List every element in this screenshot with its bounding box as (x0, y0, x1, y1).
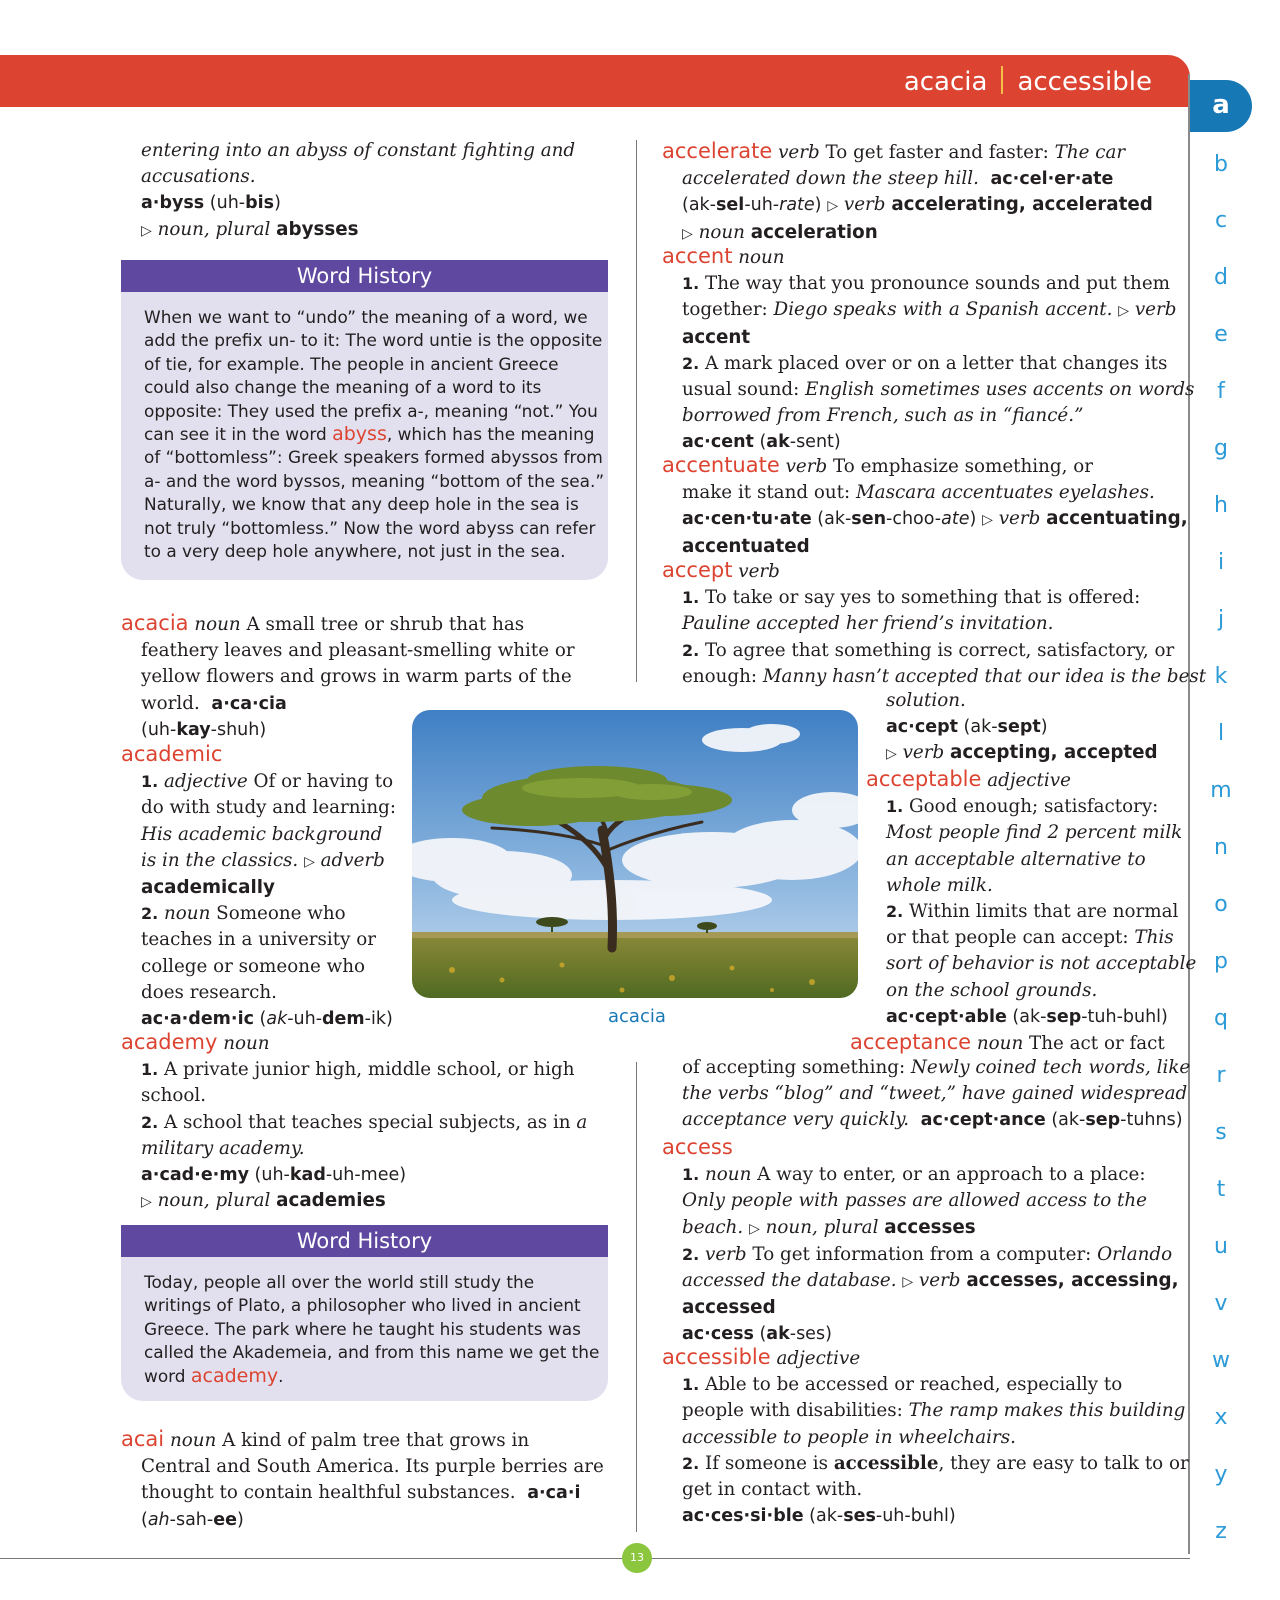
entry-accessible: accessible adjective 1. Able to be accessed or reached, especially to people with disabilities: The ramp makes this building accessible to people in wheelchairs. 2. If someone is accessible, they are easy to talk to or get in contact with. ac·ces·si·ble (ak-ses-uh-buhl) (662, 1345, 1189, 1527)
thumb-index-letter[interactable]: g (1214, 436, 1228, 461)
guide-words (904, 62, 1152, 102)
word-history-title: Word History (121, 1225, 608, 1257)
word-history-line: could also change the meaning of a word to its (144, 377, 542, 398)
guide-word-last: accessible (1017, 67, 1152, 97)
word-history-box-academy (121, 1225, 608, 1401)
headword: acai (121, 1427, 165, 1451)
headword: acacia (121, 611, 189, 635)
thumb-index-letter[interactable]: b (1214, 152, 1228, 177)
thumb-index-letter[interactable]: n (1214, 835, 1228, 860)
headword: accept (662, 558, 733, 582)
thumb-index-letter[interactable]: l (1217, 721, 1225, 746)
word-history-text (121, 1257, 608, 1388)
word-history-line: opposite: They used the prefix a-, meaning “not.” You (144, 400, 598, 421)
thumb-index-letter[interactable]: m (1210, 778, 1232, 803)
acacia-tree-icon (412, 710, 858, 998)
thumb-index-letter[interactable]: s (1215, 1120, 1227, 1145)
entry-acceptance: of accepting something: Newly coined tech words, like the verbs “blog” and “tweet,” have gained widespread acceptance very quickly. ac·cept·ance (ak-sep-tuhns) (682, 1057, 1191, 1131)
word-history-headword: abyss (332, 423, 387, 446)
bottom-rule (0, 1558, 1190, 1559)
thumb-index-letter[interactable]: q (1214, 1006, 1228, 1031)
entry-acceptance-head: acceptance noun The act or fact (850, 1030, 1165, 1054)
word-history-line: of “bottomless”: Greek speakers formed abyssos from (144, 447, 603, 468)
word-history-line: called the Akademeia, and from this name we get the (144, 1342, 600, 1363)
thumb-index-letter[interactable]: o (1214, 892, 1228, 917)
entry-acceptable: acceptable adjective 1. Good enough; satisfactory: Most people find 2 percent milk an acceptable alternative to whole milk. 2. Within limits that are normal or that people can accept: This sort of behavior is not acceptable on the school grounds. ac·cept·able (ak-sep-tuh-buhl) (866, 767, 1197, 1027)
word-history-line: When we want to “undo” the meaning of a word, we (144, 307, 588, 327)
thumb-index-letter[interactable]: d (1214, 265, 1228, 290)
word-history-line: Greece. The park where he taught his students was (144, 1318, 581, 1339)
word-history-line: add the prefix un- to it: The word untie is the opposite (144, 330, 603, 351)
thumb-index-letter[interactable]: h (1214, 493, 1228, 518)
entry-accelerate: accelerate verb To get faster and faster: The car accelerated down the steep hill. ac·cel·er·ate (ak-sel-uh-rate) ▷ verb accelerating, accelerated ▷ noun acceleration (662, 139, 1153, 243)
thumb-index-letter[interactable]: x (1214, 1405, 1228, 1430)
word-history-headword: academy (190, 1364, 279, 1387)
headword: access (662, 1135, 733, 1159)
word-history-line: to a very deep hole anywhere, not just in the sea. (144, 541, 566, 562)
entry-abyss: entering into an abyss of constant fighting and accusations. a·byss (uh-bis) ▷ noun, plural abysses (141, 140, 576, 240)
word-history-title: Word History (121, 260, 608, 292)
headword: accessible (662, 1345, 771, 1369)
thumb-index-letter[interactable]: i (1217, 550, 1225, 575)
thumb-index-letter[interactable]: v (1214, 1291, 1228, 1316)
word-history-line: writings of Plato, a philosopher who lived in ancient (144, 1295, 581, 1316)
headword: academy (121, 1030, 218, 1054)
headword: accentuate (662, 453, 780, 477)
word-history-line: word academy. (144, 1364, 284, 1387)
entry-access: access 1. noun A way to enter, or an approach to a place: Only people with passes are allowed access to the beach. ▷ noun, plural accesses 2. verb To get information from a computer: Orlando accessed the database. ▷ verb accesses, accessing, accessed ac·cess (ak-ses) (662, 1135, 1179, 1345)
word-history-box-abyss (121, 260, 608, 580)
thumb-index-letter[interactable]: p (1214, 949, 1228, 974)
entry-academic: academic 1. adjective Of or having to do with study and learning: His academic background is in the classics. ▷ adverb academically 2. noun Someone who teaches in a university or college or someone who does research. ac·a·dem·ic (ak-uh-dem-ik) (121, 742, 397, 1030)
thumb-index-letter[interactable]: r (1216, 1063, 1226, 1088)
thumb-index-letter[interactable]: t (1216, 1177, 1226, 1202)
photo-caption: acacia (608, 1006, 666, 1027)
headword: accelerate (662, 139, 773, 163)
word-history-text (121, 292, 608, 563)
guide-word-first: acacia (903, 67, 988, 97)
thumb-index-letter[interactable]: f (1217, 379, 1225, 404)
word-history-line: Today, people all over the world still study the (144, 1272, 535, 1292)
entry-academy: academy noun 1. A private junior high, middle school, or high school. 2. A school that teaches special subjects, as in a military academy. a·cad·e·my (uh-kad-uh-mee) ▷ noun, plural academies (121, 1030, 588, 1212)
word-history-line: a- and the word byssos, meaning “bottom of the sea.” (144, 470, 605, 491)
entry-acai: acai noun A kind of palm tree that grows in Central and South America. Its purple berries are thought to contain healthful substances. a·ca·i (ah-sah-ee) (121, 1427, 604, 1530)
headword: accent (662, 244, 733, 268)
thumb-index-letter[interactable]: z (1215, 1519, 1227, 1544)
entry-accept-continued: solution. ac·cept (ak-sept) ▷ verb accepting, accepted (886, 690, 1158, 764)
guide-word-separator (1001, 66, 1003, 94)
headword: academic (121, 742, 223, 766)
word-history-line: of tie, for example. The people in ancient Greece (144, 353, 559, 374)
headword: acceptance (850, 1030, 972, 1054)
thumb-index-letter[interactable]: k (1214, 664, 1228, 689)
thumb-index-letter[interactable]: e (1214, 322, 1228, 347)
thumb-index-letter[interactable]: j (1217, 607, 1225, 632)
acacia-tree-photo (412, 710, 858, 998)
thumb-index-letter[interactable]: u (1214, 1234, 1228, 1259)
thumb-index-letter[interactable]: w (1212, 1348, 1230, 1373)
entry-accent: accent noun 1. The way that you pronounce sounds and put them together: Diego speaks with a Spanish accent. ▷ verb accent 2. A mark placed over or on a letter that changes its usual sound: English sometimes uses accents on words borrowed from French, such as in “fiancé.” ac·cent (ak-sent) (662, 244, 1195, 453)
thumb-index-active-letter[interactable]: a (1190, 80, 1252, 132)
word-history-line: Naturally, we know that any deep hole in the sea is (144, 494, 579, 515)
column-divider (636, 140, 637, 682)
headword: acceptable (866, 767, 982, 791)
word-history-line: not truly “bottomless.” Now the word abyss can refer (144, 517, 596, 538)
word-history-line: can see it in the word abyss, which has the meaning (144, 423, 595, 446)
entry-accept: accept verb 1. To take or say yes to something that is offered: Pauline accepted her friend’s invitation. 2. To agree that something is correct, satisfactory, or enough: Manny hasn’t accepted that our idea is the best (662, 558, 1207, 687)
page-number: 13 (622, 1543, 652, 1573)
column-divider (636, 1062, 637, 1532)
thumb-index-letter[interactable]: c (1214, 208, 1228, 233)
thumb-index-letter[interactable]: y (1214, 1462, 1228, 1487)
entry-accentuate: accentuate verb To emphasize something, or make it stand out: Mascara accentuates eyelashes. ac·cen·tu·ate (ak-sen-choo-ate) ▷ verb accentuating, accentuated (662, 453, 1188, 557)
entry-acacia: acacia noun A small tree or shrub that has feathery leaves and pleasant-smelling white or yellow flowers and grows in warm parts of the world. a·ca·cia (uh-kay-shuh) (121, 611, 575, 740)
